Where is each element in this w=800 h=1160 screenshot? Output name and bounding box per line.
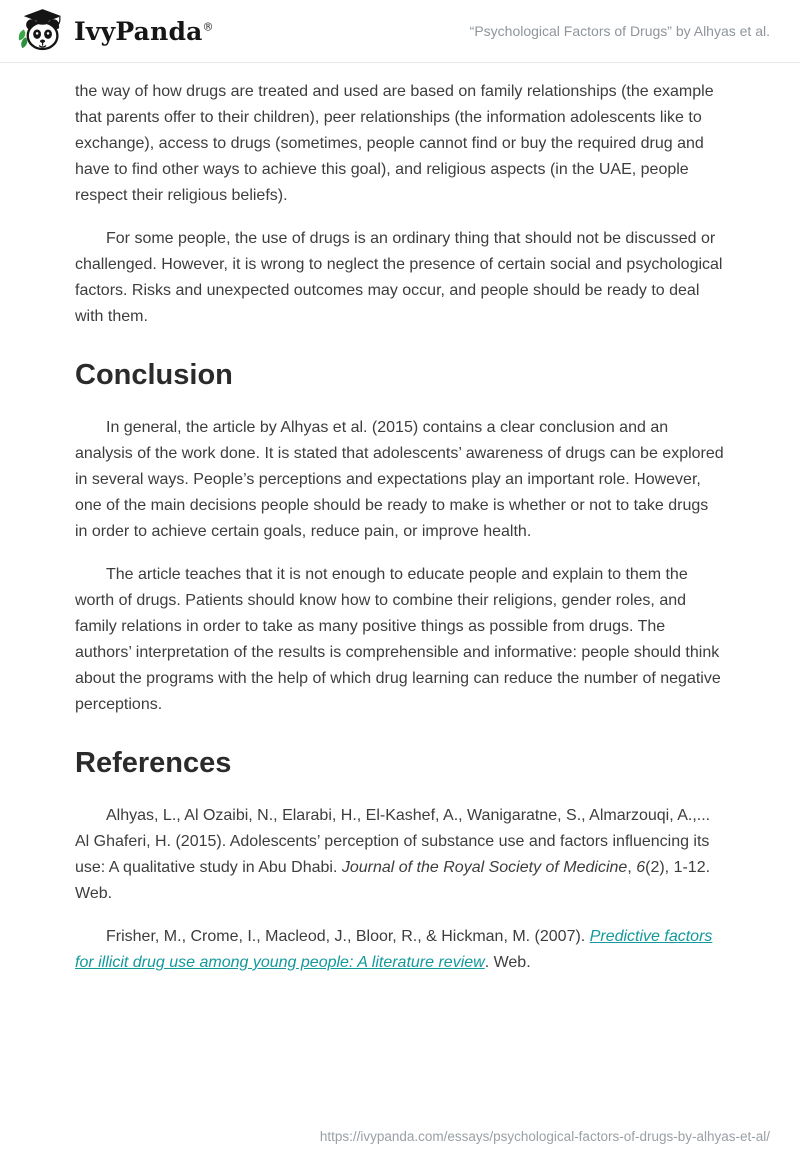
- reference-text: Frisher, M., Crome, I., Macleod, J., Bloor, R., & Hickman, M. (2007).: [106, 928, 590, 945]
- reference-text: Alhyas, L., Al Ozaibi, N., Elarabi, H., El-Kashef, A., Wanigaratne, S., Almarzouqi, A.,... Al Ghaferi, H. (2015). Adolescents’ perception of substance use and factors influencing its use: A qualitative study in Abu Dhabi.: [75, 807, 711, 876]
- paragraph: The article teaches that it is not enough to educate people and explain to them the worth of drugs. Patients should know how to combine their religions, gender roles, and family relations in order to take as many positive things as possible from drugs. The authors’ interpretation of the results is comprehensible and informative: people should think about the programs with the help of which drug learning can reduce the number of negative perceptions.: [75, 566, 721, 713]
- registered-mark: ®: [202, 20, 214, 34]
- reference-text: . Web.: [484, 954, 531, 971]
- page-footer-url: https://ivypanda.com/essays/psychological-factors-of-drugs-by-alhyas-et-al/: [319, 1129, 770, 1144]
- journal-title: Journal of the Royal Society of Medicine: [341, 859, 628, 876]
- article-body: [0, 63, 800, 976]
- reference-text: (2), 1-12. Web.: [75, 859, 711, 902]
- page-header: [0, 0, 800, 63]
- paragraph: In general, the article by Alhyas et al. (2015) contains a clear conclusion and an analysis of the work done. It is stated that adolescents’ awareness of drugs can be explored in several ways. People’s perceptions and expectations play an important role. However, one of the main decisions people should be ready to make is whether or not to take drugs in order to achieve certain goals, reduce pain, or improve health.: [75, 419, 724, 540]
- reference-entry: [75, 803, 725, 907]
- brand-wordmark: IvyPanda®: [74, 16, 214, 46]
- reference-entry: [75, 924, 725, 976]
- conclusion-heading: Conclusion: [75, 359, 233, 391]
- reference-link[interactable]: Predictive factors for illicit drug use among young people: A literature review: [75, 928, 713, 971]
- references-heading: References: [75, 747, 232, 779]
- panda-graduate-icon: [16, 6, 66, 56]
- paragraph: For some people, the use of drugs is an ordinary thing that should not be discussed or challenged. However, it is wrong to neglect the presence of certain social and psychological factors. Risks and unexpected outcomes may occur, and people should be ready to deal with them.: [75, 230, 723, 325]
- journal-volume: 6: [636, 859, 646, 876]
- reference-text: ,: [627, 859, 637, 876]
- paragraph: the way of how drugs are treated and used are based on family relationships (the example that parents offer to their children), peer relationships (the information adolescents like to exchange), access to drugs (sometimes, people cannot find or buy the required drug and have to find other ways to achieve this goal), and religious aspects (in the UAE, people respect their religious beliefs).: [75, 83, 714, 204]
- document-title: “Psychological Factors of Drugs” by Alhyas et al.: [469, 23, 770, 39]
- ivypanda-logo-link[interactable]: [16, 6, 214, 56]
